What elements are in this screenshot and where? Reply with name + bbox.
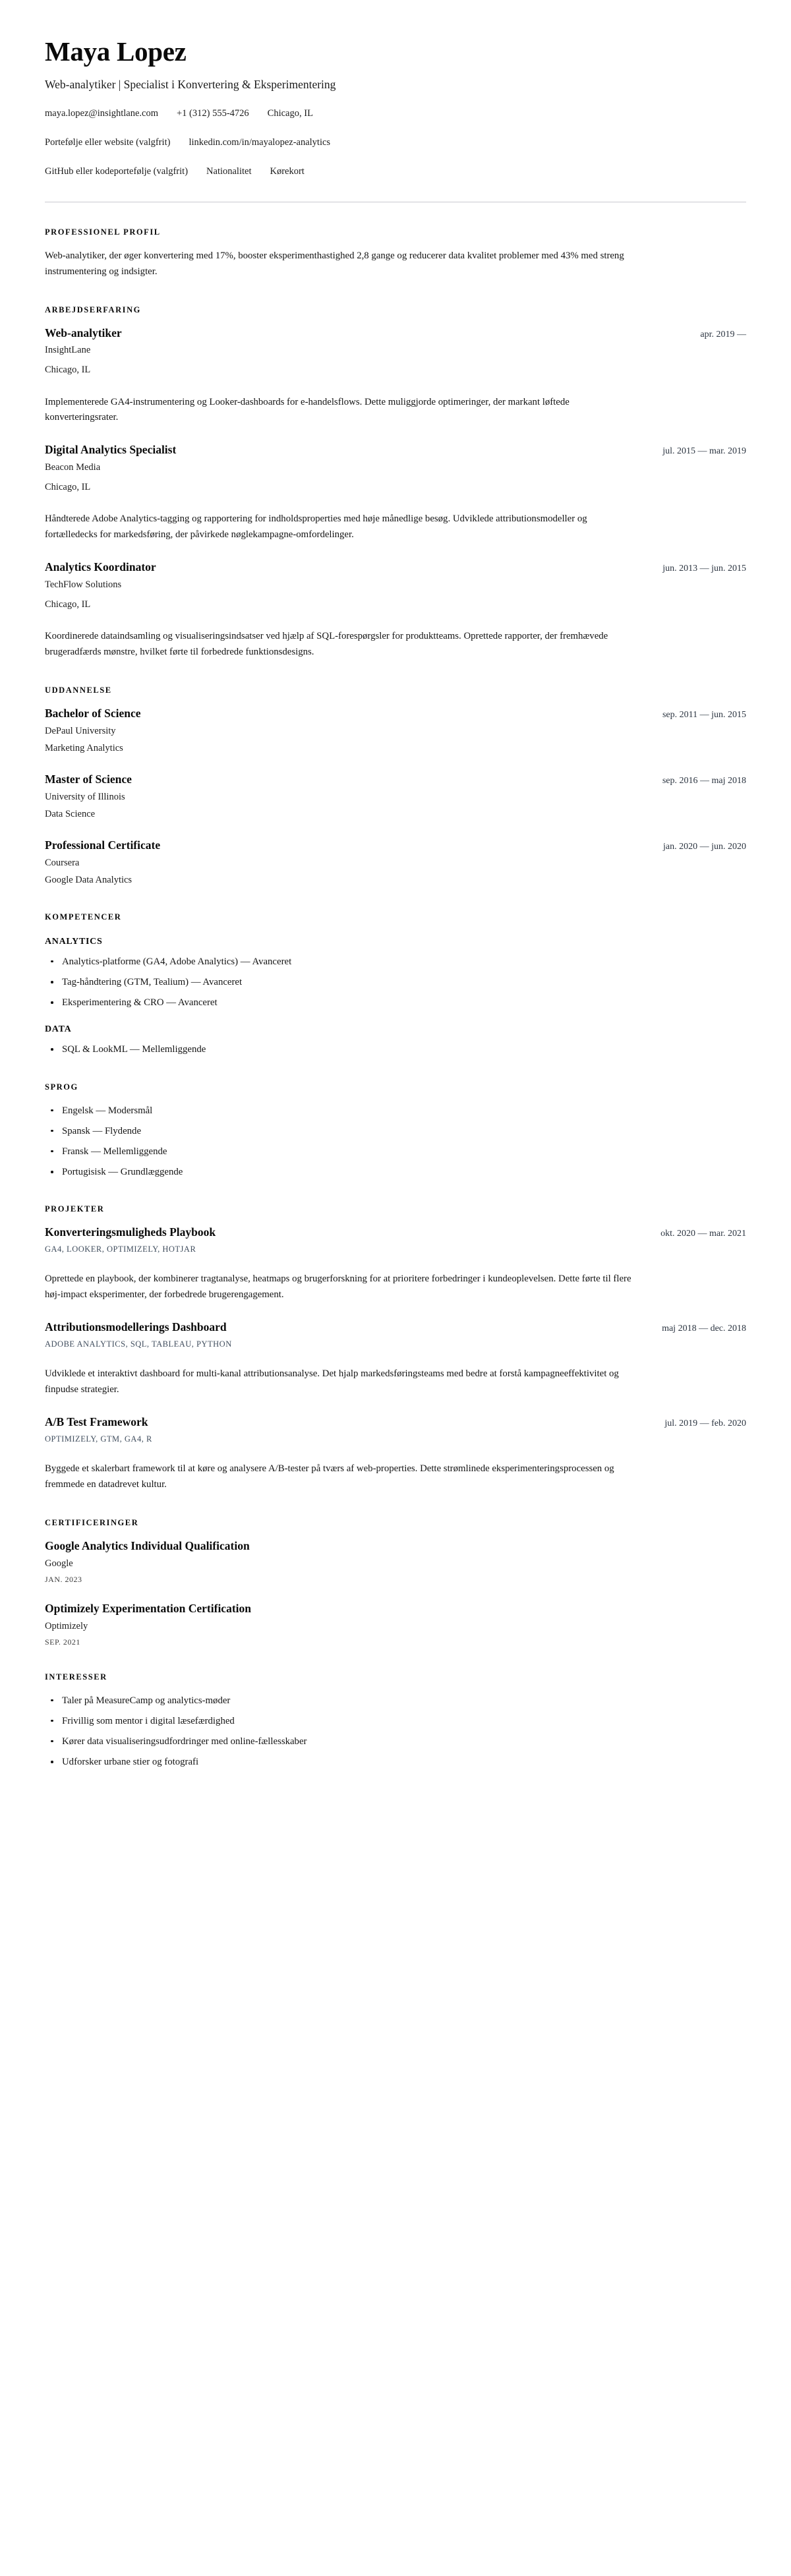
section-title-skills: KOMPETENCER bbox=[45, 912, 122, 922]
certification-date: JAN. 2023 bbox=[45, 1574, 82, 1584]
experience-entry-head bbox=[45, 326, 746, 341]
job-date-range: jul. 2015 — mar. 2019 bbox=[662, 446, 746, 457]
job-role: Digital Analytics Specialist bbox=[45, 443, 177, 457]
education-entry bbox=[45, 707, 746, 755]
list-item: Udforsker urbane stier og fotografi bbox=[45, 1755, 746, 1769]
project-description: Oprettede en playbook, der kombinerer tragtanalyse, heatmaps og brugerforskning for at prioritere forbedringer i kundeoplevelsen. Dette førte til flere høj-impact eksperimenter, der forbedrede brugerengagement. bbox=[45, 1273, 631, 1301]
field-of-study: Data Science bbox=[45, 808, 96, 819]
experience-entry-head bbox=[45, 560, 746, 575]
resume-header bbox=[45, 37, 746, 202]
section-education bbox=[45, 686, 746, 887]
contact-line-web bbox=[45, 136, 746, 150]
field-of-study: Google Data Analytics bbox=[45, 874, 132, 885]
project-date-range: jul. 2019 — feb. 2020 bbox=[664, 1418, 746, 1428]
list-item: Spansk — Flydende bbox=[45, 1124, 746, 1138]
project-tech-stack: ADOBE ANALYTICS, SQL, TABLEAU, PYTHON bbox=[45, 1339, 232, 1349]
skill-list bbox=[45, 954, 746, 1010]
job-description: Koordinerede dataindsamling og visualiseringsindsatser ved hjælp af SQL-forespørgsler for produktteams. Oprettede rapporter, der fremhævede brugeradfærds mønstre, hvilket førte til forbedrede funktionsdesigns. bbox=[45, 631, 608, 658]
project-description: Udviklede et interaktivt dashboard for multi-kanal attributionsanalyse. Det hjalp markedsføringsteams med bedre at forstå kampagneeffektivitet og finpudse strategier. bbox=[45, 1368, 619, 1395]
job-description: Håndterede Adobe Analytics-tagging og rapportering for indholdsproperties med høje månedlige besøg. Udviklede attributionsmodeller og fortælledecks for markedsføring, der påvirkede nøglekampagne-omfordelinger. bbox=[45, 513, 587, 541]
section-title-experience: ARBEJDSERFARING bbox=[45, 305, 141, 314]
list-item: SQL & LookML — Mellemliggende bbox=[45, 1042, 746, 1057]
school-name: University of Illinois bbox=[45, 791, 125, 802]
skill-group-data bbox=[45, 1024, 746, 1057]
section-title-profile: PROFESSIONEL PROFIL bbox=[45, 227, 161, 237]
job-role: Web-analytiker bbox=[45, 326, 122, 339]
experience-entry bbox=[45, 560, 746, 660]
experience-entry bbox=[45, 326, 746, 426]
project-entry-head bbox=[45, 1225, 746, 1240]
list-item: Engelsk — Modersmål bbox=[45, 1103, 746, 1118]
drivers-license-placeholder-text: Kørekort bbox=[270, 165, 305, 177]
degree-name: Professional Certificate bbox=[45, 838, 161, 852]
job-company: InsightLane bbox=[45, 345, 91, 356]
interest-list bbox=[45, 1693, 746, 1770]
project-date-range: okt. 2020 — mar. 2021 bbox=[660, 1229, 746, 1239]
github-placeholder-text[interactable]: GitHub eller kodeportefølje (valgfrit) bbox=[45, 165, 189, 177]
project-name: A/B Test Framework bbox=[45, 1415, 148, 1428]
profile-summary-text: Web-analytiker, der øger konvertering med 17%, booster eksperimenthastighed 2,8 gange og reducerer data kvalitet problemer med 43% med streng instrumentering og indsigter. bbox=[45, 250, 624, 277]
degree-name: Bachelor of Science bbox=[45, 707, 141, 720]
list-item: Portugisisk — Grundlæggende bbox=[45, 1165, 746, 1179]
certification-issuer: Google bbox=[45, 1558, 73, 1569]
education-entry bbox=[45, 838, 746, 887]
degree-name: Master of Science bbox=[45, 773, 132, 786]
section-title-projects: PROJEKTER bbox=[45, 1204, 105, 1214]
list-item: Kører data visualiseringsudfordringer med online-fællesskaber bbox=[45, 1734, 746, 1749]
section-title-languages: SPROG bbox=[45, 1082, 78, 1092]
section-projects bbox=[45, 1204, 746, 1492]
project-name: Konverteringsmuligheds Playbook bbox=[45, 1225, 216, 1239]
section-skills bbox=[45, 912, 746, 1057]
job-date-range: jun. 2013 — jun. 2015 bbox=[662, 564, 746, 574]
nationality-placeholder-text: Nationalitet bbox=[206, 165, 252, 177]
degree-date-range: sep. 2011 — jun. 2015 bbox=[662, 710, 746, 720]
certification-name: Optimizely Experimentation Certification bbox=[45, 1601, 251, 1615]
section-profile bbox=[45, 227, 746, 280]
project-description: Byggede et skalerbart framework til at køre og analysere A/B-tester på tværs af web-properties. Dette strømlinede eksperimenteringsprocessen og fremmede en datadrevet kultur. bbox=[45, 1463, 614, 1490]
language-list bbox=[45, 1103, 746, 1180]
project-entry bbox=[45, 1320, 746, 1398]
experience-entry bbox=[45, 443, 746, 543]
portfolio-placeholder-text[interactable]: Portefølje eller website (valgfrit) bbox=[45, 137, 171, 148]
list-item: Fransk — Mellemliggende bbox=[45, 1144, 746, 1159]
job-location: Chicago, IL bbox=[45, 599, 91, 610]
degree-date-range: jan. 2020 — jun. 2020 bbox=[663, 841, 746, 852]
project-entry bbox=[45, 1415, 746, 1493]
school-name: Coursera bbox=[45, 857, 80, 868]
section-interests bbox=[45, 1672, 746, 1770]
phone-text[interactable]: +1 (312) 555-4726 bbox=[177, 108, 249, 119]
section-title-certifications: CERTIFICERINGER bbox=[45, 1517, 139, 1527]
email-text[interactable]: maya.lopez@insightlane.com bbox=[45, 108, 158, 119]
linkedin-text[interactable]: linkedin.com/in/mayalopez-analytics bbox=[189, 137, 331, 148]
skill-group-analytics bbox=[45, 937, 746, 1010]
certification-name: Google Analytics Individual Qualification bbox=[45, 1538, 250, 1552]
contact-line-extra bbox=[45, 165, 746, 179]
list-item: Frivillig som mentor i digital læsefærdighed bbox=[45, 1714, 746, 1728]
certification-entry bbox=[45, 1602, 746, 1647]
experience-entry-head bbox=[45, 443, 746, 457]
education-entry bbox=[45, 773, 746, 821]
education-entry-head bbox=[45, 707, 746, 721]
list-item: Eksperimentering & CRO — Avanceret bbox=[45, 995, 746, 1010]
location-text: Chicago, IL bbox=[267, 108, 313, 119]
list-item: Taler på MeasureCamp og analytics-møder bbox=[45, 1693, 746, 1708]
candidate-headline: Web-analytiker | Specialist i Konvertering & Eksperimentering bbox=[45, 77, 336, 91]
section-title-education: UDDANNELSE bbox=[45, 686, 112, 695]
project-date-range: maj 2018 — dec. 2018 bbox=[662, 1324, 746, 1334]
school-name: DePaul University bbox=[45, 726, 116, 736]
job-description: Implementerede GA4-instrumentering og Looker-dashboards for e-handelsflows. Dette muliggjorde optimeringer, der markant løftede konverteringsrater. bbox=[45, 396, 570, 423]
certification-date: SEP. 2021 bbox=[45, 1637, 80, 1647]
skill-group-label: ANALYTICS bbox=[45, 936, 103, 947]
degree-date-range: sep. 2016 — maj 2018 bbox=[662, 776, 746, 786]
project-tech-stack: OPTIMIZELY, GTM, GA4, R bbox=[45, 1434, 152, 1444]
project-entry-head bbox=[45, 1320, 746, 1335]
job-role: Analytics Koordinator bbox=[45, 560, 156, 574]
project-name: Attributionsmodellerings Dashboard bbox=[45, 1320, 227, 1334]
list-item: Analytics-platforme (GA4, Adobe Analytics) — Avanceret bbox=[45, 954, 746, 969]
contact-line-primary bbox=[45, 107, 746, 121]
certification-entry bbox=[45, 1539, 746, 1585]
certification-issuer: Optimizely bbox=[45, 1620, 88, 1631]
section-languages bbox=[45, 1082, 746, 1180]
project-tech-stack: GA4, LOOKER, OPTIMIZELY, HOTJAR bbox=[45, 1244, 196, 1254]
education-entry-head bbox=[45, 838, 746, 853]
field-of-study: Marketing Analytics bbox=[45, 743, 123, 754]
candidate-name: Maya Lopez bbox=[45, 36, 187, 67]
job-date-range: apr. 2019 — bbox=[700, 329, 746, 339]
project-entry-head bbox=[45, 1415, 746, 1430]
list-item: Tag-håndtering (GTM, Tealium) — Avanceret bbox=[45, 975, 746, 989]
skill-group-label: DATA bbox=[45, 1024, 72, 1035]
job-location: Chicago, IL bbox=[45, 365, 91, 376]
section-experience bbox=[45, 305, 746, 661]
job-location: Chicago, IL bbox=[45, 482, 91, 493]
section-title-interests: INTERESSER bbox=[45, 1672, 107, 1682]
project-entry bbox=[45, 1225, 746, 1303]
skill-list bbox=[45, 1042, 746, 1057]
section-certifications bbox=[45, 1518, 746, 1647]
job-company: Beacon Media bbox=[45, 462, 101, 473]
job-company: TechFlow Solutions bbox=[45, 579, 122, 591]
education-entry-head bbox=[45, 773, 746, 787]
